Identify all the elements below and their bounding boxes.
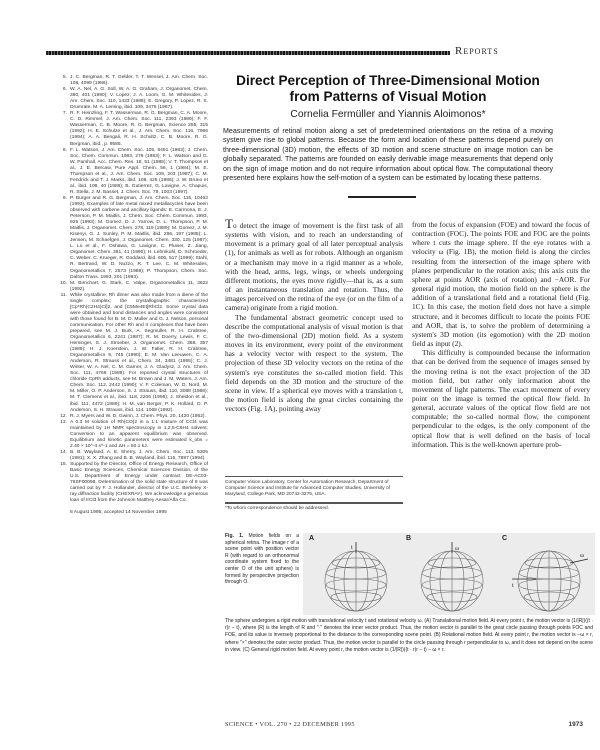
body-column-2 bbox=[412, 220, 590, 449]
affiliation-text: Computer Vision Laboratory, Center for Automation Research, Department of Computer Science and Institute for Advanced Computer Studies, University of Maryland, College Park, MD 20742-3275, USA. bbox=[225, 480, 391, 498]
reference-item bbox=[58, 75, 208, 87]
figure-label: Fig. 1. bbox=[225, 533, 244, 539]
reference-item bbox=[58, 111, 208, 147]
received-date: 8 August 1995; accepted 14 November 1995 bbox=[70, 510, 167, 516]
article-abstract: Measurements of retinal motion along a set of predetermined orientations on the retina of a moving system give rise to global patterns. Because the form and location of these patterns depend purely on three-dimensional (3D) motion, the effects of 3D motion and scene structure on image motion can be globally separated. The patterns are founded on easily derivable image measurements that depend only on the sign of image motion and do not require information about optical flow. The computational theory presented here explains how the self-motion of a system can be estimated by locating these patterns. bbox=[223, 127, 553, 183]
reference-text: B. B. Wayland, A. E. Sherry, J. Am. Chem. Soc. 113, 5305 (1991); X. X. Zhang and B. B. Wayland, ibid. 116, 7897 (1994). bbox=[70, 449, 208, 461]
abstract-divider bbox=[348, 196, 416, 198]
reference-item bbox=[58, 281, 208, 293]
reference-text: P. Burger and R. G. Bergman, J. Am. Chem. Soc. 115, 10462 (1993). Examples of late metal mixed metallacycles have been observed with carbene and ancillary ligands: E. Carmona, E. J. Peterson, P. M. Maitlis, J. Chem. Soc. Chem. Commun. 1993, 925 (1993); M. Gomez, D. J. Yarrow, D. L. Thompson, P. M. Maitlis, J. Organomet. Chem. 278, 119 (1989); M. Gomez, J. M. Kisenyi, G. J. Sunley, P. M. Maitlis, ibid. 296, 197 (1985); L. Jensen, M. Schaefgen, J. Organomet. Chem. 330, 125 (1987); L. Lu et al., F. Oshawa, G. Lavigne, C. Pluvier, Z. Jiang, Organomet. Chem. 381, 41 (1990); H. Lehmkuhl, D. Schroeder, C. Weber, C. Krueger, R. Goddard, ibid. 606, 517 (1999); Stahl, R. Bertrand, W. D. Nuzzo, R. T. Lee, C. M. Whitesides, Organometallics 7, 2573 (1988); P. Thompson, Chem. Soc. Dalton Trans. 1993, 201 (1993). bbox=[70, 195, 208, 280]
figure-1 bbox=[303, 533, 595, 615]
reference-item bbox=[58, 420, 208, 450]
panel-label-a: A bbox=[309, 535, 315, 542]
reference-text: Supported by the Director, Office of Energy Research, Office of Basic Energy Sciences, Chemical Sciences Division, of the U.S. Department of Energy under contract DE-AC03-76SF00098. Determination of the solid state structure of 8 was carried out by F. J. Hollander, director of the U.C. Berkeley X-ray diffraction facility (CHEXRAY). We acknowledge a generous loan of IrCl3 from the Johnson Matthey Aesar/Alfa Co. bbox=[70, 462, 208, 504]
svg-text:t: t bbox=[512, 583, 514, 589]
svg-text:ω: ω bbox=[580, 553, 584, 559]
reference-number: 14. bbox=[60, 449, 67, 455]
reference-text: A 0.3 M solution of Rh(CO)2 in a 1:1 mixture of CCl4 was maintained by 1H NMR spectroscopy in 1,2,5-C6H4 solvent. Conversion to an apparent equilibrium was observed. Equilibrium and kinetic parameters were estimated k_obs = 2.40 × 10^-4 s^-1 and ΔH = 50.1 kJ. bbox=[70, 419, 208, 449]
reference-text: R. J. Myers and W. D. Gwinn, J. Chem. Phys. 20, 1420 (1952). bbox=[70, 413, 206, 419]
reference-text: F. L. Watson, J. Am. Chem. Soc. 105, 6491 (1983); J. Chem. Soc. Chem. Commun. 1983, 276 (1983); F. L. Watson and G. W. Parshall, Acc. Chem. Res. 18, 51 (1985); V. T. Thompson et al., J. E. Bercaw, Pure Appl. Chem. 56, 1 (1984); M. E. Thompson et al., J. Am. Chem. Soc. 109, 203 (1987); C. M. Fendrick and T. J. Marks, ibid. 108, 425 (1986); J. W. Bruno et al., ibid. 108, 40 (1986); B. Gutierrez, G. Lavigne, A. Chapuis, R. Stella, J. M. Basset, J. Chem. Soc. 79, 1003 (1997). bbox=[70, 147, 208, 195]
reference-item bbox=[58, 293, 208, 414]
figure-caption-side bbox=[225, 533, 299, 586]
body-paragraph: The fundamental abstract geometric concept used to describe the computational analysis of visual motion is that of the two-dimensional (2D) motion field. As a system moves in its environment, every point of the environment has a velocity vector with respect to the system. The projection of these 3D velocity vectors on the retina of the system's eye constitutes the so-called motion field. This field depends on the 3D motion and the structure of the scene in view. If a spherical eye moves with a translation t, the motion field is along the great circles containing the vectors (Fig. 1A), pointing away bbox=[225, 312, 403, 414]
reference-text: R. F. Heinzling, F. T. Wasserman, R. G. Bergman, C. A. Moore, C. D. Rimmel, J. Am. Chem. Soc. 111, 2393 (1989); F. F. Wasserman, C. B. Moore, R. G. Bergman, Science 255, 315 (1992); H. E. Schulze et al., J. Am. Chem. Soc. 116, 7966 (1994); A. A. Bengali, R. H. Schultz, C. B. Moore, R. G. Bergman, ibid., p. 9585. bbox=[70, 111, 208, 147]
reference-item bbox=[58, 450, 208, 462]
paragraph-text: o detect the image of movement is the first task of all systems with vision, and to reach an understanding of movement is a primary goal of all later perceptual analysis (1), for animals as well as for robots. Although an organism or a mechanism may move in a rigid manner as a whole, with the head, arms, legs, wings, or wheels undergoing different motions, the eyes move rigidly—that is, as a sum of an instantaneous translation and rotation. Thus, the images perceived on the retina of the eye (or on the film of a camera) originate from a rigid motion. bbox=[225, 221, 404, 313]
panel-label-c: C bbox=[502, 535, 508, 542]
correspondence-footnote: *To whom correspondence should be addressed. bbox=[225, 502, 403, 512]
header-rule bbox=[46, 51, 450, 55]
article-title: Direct Perception of Three-Dimensional Motion from Patterns of Visual Motion bbox=[236, 73, 540, 104]
reference-number: 11. bbox=[60, 292, 67, 298]
panel-label-b: B bbox=[406, 535, 412, 542]
translational-field-sphere-icon bbox=[317, 541, 395, 613]
reference-number: 7. bbox=[62, 111, 67, 117]
reference-number: 12. bbox=[60, 413, 67, 419]
article-authors: Cornelia Fermüller and Yiannis Aloimonos* bbox=[290, 109, 486, 120]
reference-text: While crystalline, Rh dimer was also made from a diene of the single complex; the crystallographic characterized [Cp*Rh(C2H4)Cl]2, and [C5Me4Et]RhCl2. Some crystal data were obtained and bond distances and angles were consistent with those found for B. M. D. Muller and G. J. Nelson, personal communication. For other Rh and Ir complexes that have been prepared, see M. J. Burk, A. Segmuller, R. H. Crabtree, Organometallics 6, 2241 (1987); R. M. Doerry, Lewis, F. C. Heminger, S. J. Stroeber, J. Organomet. Chem. 368, 357 (1989); H. J. Koerstein, J. W. Faller, R. H. Crabtree, Organometallics 9, 745 (1990); E. M. Van Leeuwen, C. A. Anderson, R. Strauss et al., Chem. 34, 3481 (1995); C. J. Winter, W. A. Nel, C. M. Garner, J. A. Gladysz, J. Am. Chem. Soc. 111, 4766 (1989). For reported crystal structures of chloride CpRh adducts, see M. Brown and J. M. Waters, J. Am. Chem. Soc. 112, 2442 (1990); V. F. Coleman, W. D. Nord, M. M. Miller, O. P. Anderson, S. J. Strauss, ibid. 110, 3088 (1988); M. T. Clemens et al., ibid. 118, 2206 (1996); J. Sheldon et al., ibid. 111, 4472 (1989); H. M. van Berger, P. K. Hollard, O. P. Anderson, S. H. Strauss, ibid. 114, 1068 (1992). bbox=[70, 292, 208, 413]
references-column bbox=[58, 75, 208, 516]
journal-citation: SCIENCE • VOL. 270 • 22 DECEMBER 1995 bbox=[225, 721, 355, 728]
body-paragraph: This difficulty is compounded because the information that can be derived from the sequence of images sensed by the moving retina is not the exact projection of the 3D motion field, but rather only information about the movement of light patterns. The exact movement of every point on the image is termed the optical flow field. In general, accurate values of the optical flow field are not computable; the so-called normal flow, the component perpendicular to the edges, is the only component of the optical flow that is well defined on the basis of local information. This is the well-known aperture prob- bbox=[412, 348, 590, 449]
rotational-field-sphere-icon bbox=[413, 541, 491, 613]
general-motion-sphere-icon bbox=[508, 541, 590, 613]
reference-item bbox=[58, 196, 208, 281]
reference-item bbox=[58, 462, 208, 504]
reference-text: J. C. Bergman, R. T. Gelder, T. T. Wessel, J. Am. Chem. Soc. 108, 4099 (1986). bbox=[70, 75, 208, 87]
reference-item bbox=[58, 148, 208, 196]
reference-text: W. A. Nel, A. G. Soll, W. A. G. Graham, J. Organomet. Chem. 380, 401 (1990); V. Lopez, J. A. Loom, G. M. Whitesides, J. Am. Chem. Soc. 110, 1433 (1988); E. Gregory, P. Lopez, R. S. Drumrate, M. A. Leming, ibid. 109, 3476 (1987). bbox=[70, 87, 208, 111]
reference-number: 15. bbox=[60, 462, 67, 467]
drop-cap: T bbox=[225, 216, 233, 231]
reference-number: 8. bbox=[62, 147, 67, 153]
reference-text: M. Birnchart, G. Stark, C. Valpe, Organometallics 11, 3622 (1992). bbox=[70, 280, 208, 292]
reference-number: 9. bbox=[62, 195, 67, 201]
svg-text:t: t bbox=[351, 545, 353, 551]
body-paragraph bbox=[225, 216, 404, 313]
reference-item bbox=[58, 87, 208, 111]
reference-number: 13. bbox=[60, 419, 67, 425]
page-number: 1973 bbox=[568, 721, 583, 728]
figure-caption-wide: The sphere undergoes a rigid motion with translational velocity t and rotational velocity ω. (A) Translational motion field. At every point r, the motion vector is (1/|R|)((t · r)r − t), where |R| is the length of R and "·" denotes the inner vector product. Thus, the motion vector is parallel to the great circle passing through points FOC and FOE, and its value is inversely proportional to the distance to the corresponding scene point. (B) Rotational motion field. At every point r, the motion vector is −ω × r, where "×" denotes the outer vector product. Thus, the motion vector is parallel to the circle passing through r perpendicular to ω, and it does not depend on the scene in view. (C) General rigid motion field. At every point r, the motion vector is (1/|R|)((t · r)r − t) − ω × r. bbox=[225, 618, 593, 653]
body-paragraph: from the focus of expansion (FOE) and toward the focus of contraction (FOC). The points FOE and FOC are the points where t cuts the image sphere. If the eye rotates with a velocity ω (Fig. 1B), the motion field is along the circles resulting from the intersection of the image sphere with planes perpendicular to the rotation axis; this axis cuts the sphere at points AOR (axis of rotation) and −AOR. For general rigid motion, the motion field on the sphere is the addition of a translational field and a rotational field (Fig. 1C). In this case, the motion field does not have a simple structure, and it becomes difficult to locate the points FOE and AOR, that is, to solve the problem of determining a system's 3D motion (its egomotion) with the 2D motion field as input (2). bbox=[412, 220, 590, 349]
reference-number: 5. bbox=[62, 75, 67, 80]
reference-number: 10. bbox=[60, 280, 67, 286]
body-column-1 bbox=[225, 216, 404, 414]
reference-number: 6. bbox=[62, 87, 67, 93]
author-affiliation bbox=[225, 476, 403, 512]
caption-text: Motion fields on a spherical retina. The image r of a scene point with position vector R (with regard to an orthonormal coordinate system fixed to the center O of the unit sphere) is formed by perspective projection through O. bbox=[225, 533, 299, 586]
svg-text:ω: ω bbox=[455, 546, 459, 552]
section-label: Reports bbox=[455, 45, 499, 57]
